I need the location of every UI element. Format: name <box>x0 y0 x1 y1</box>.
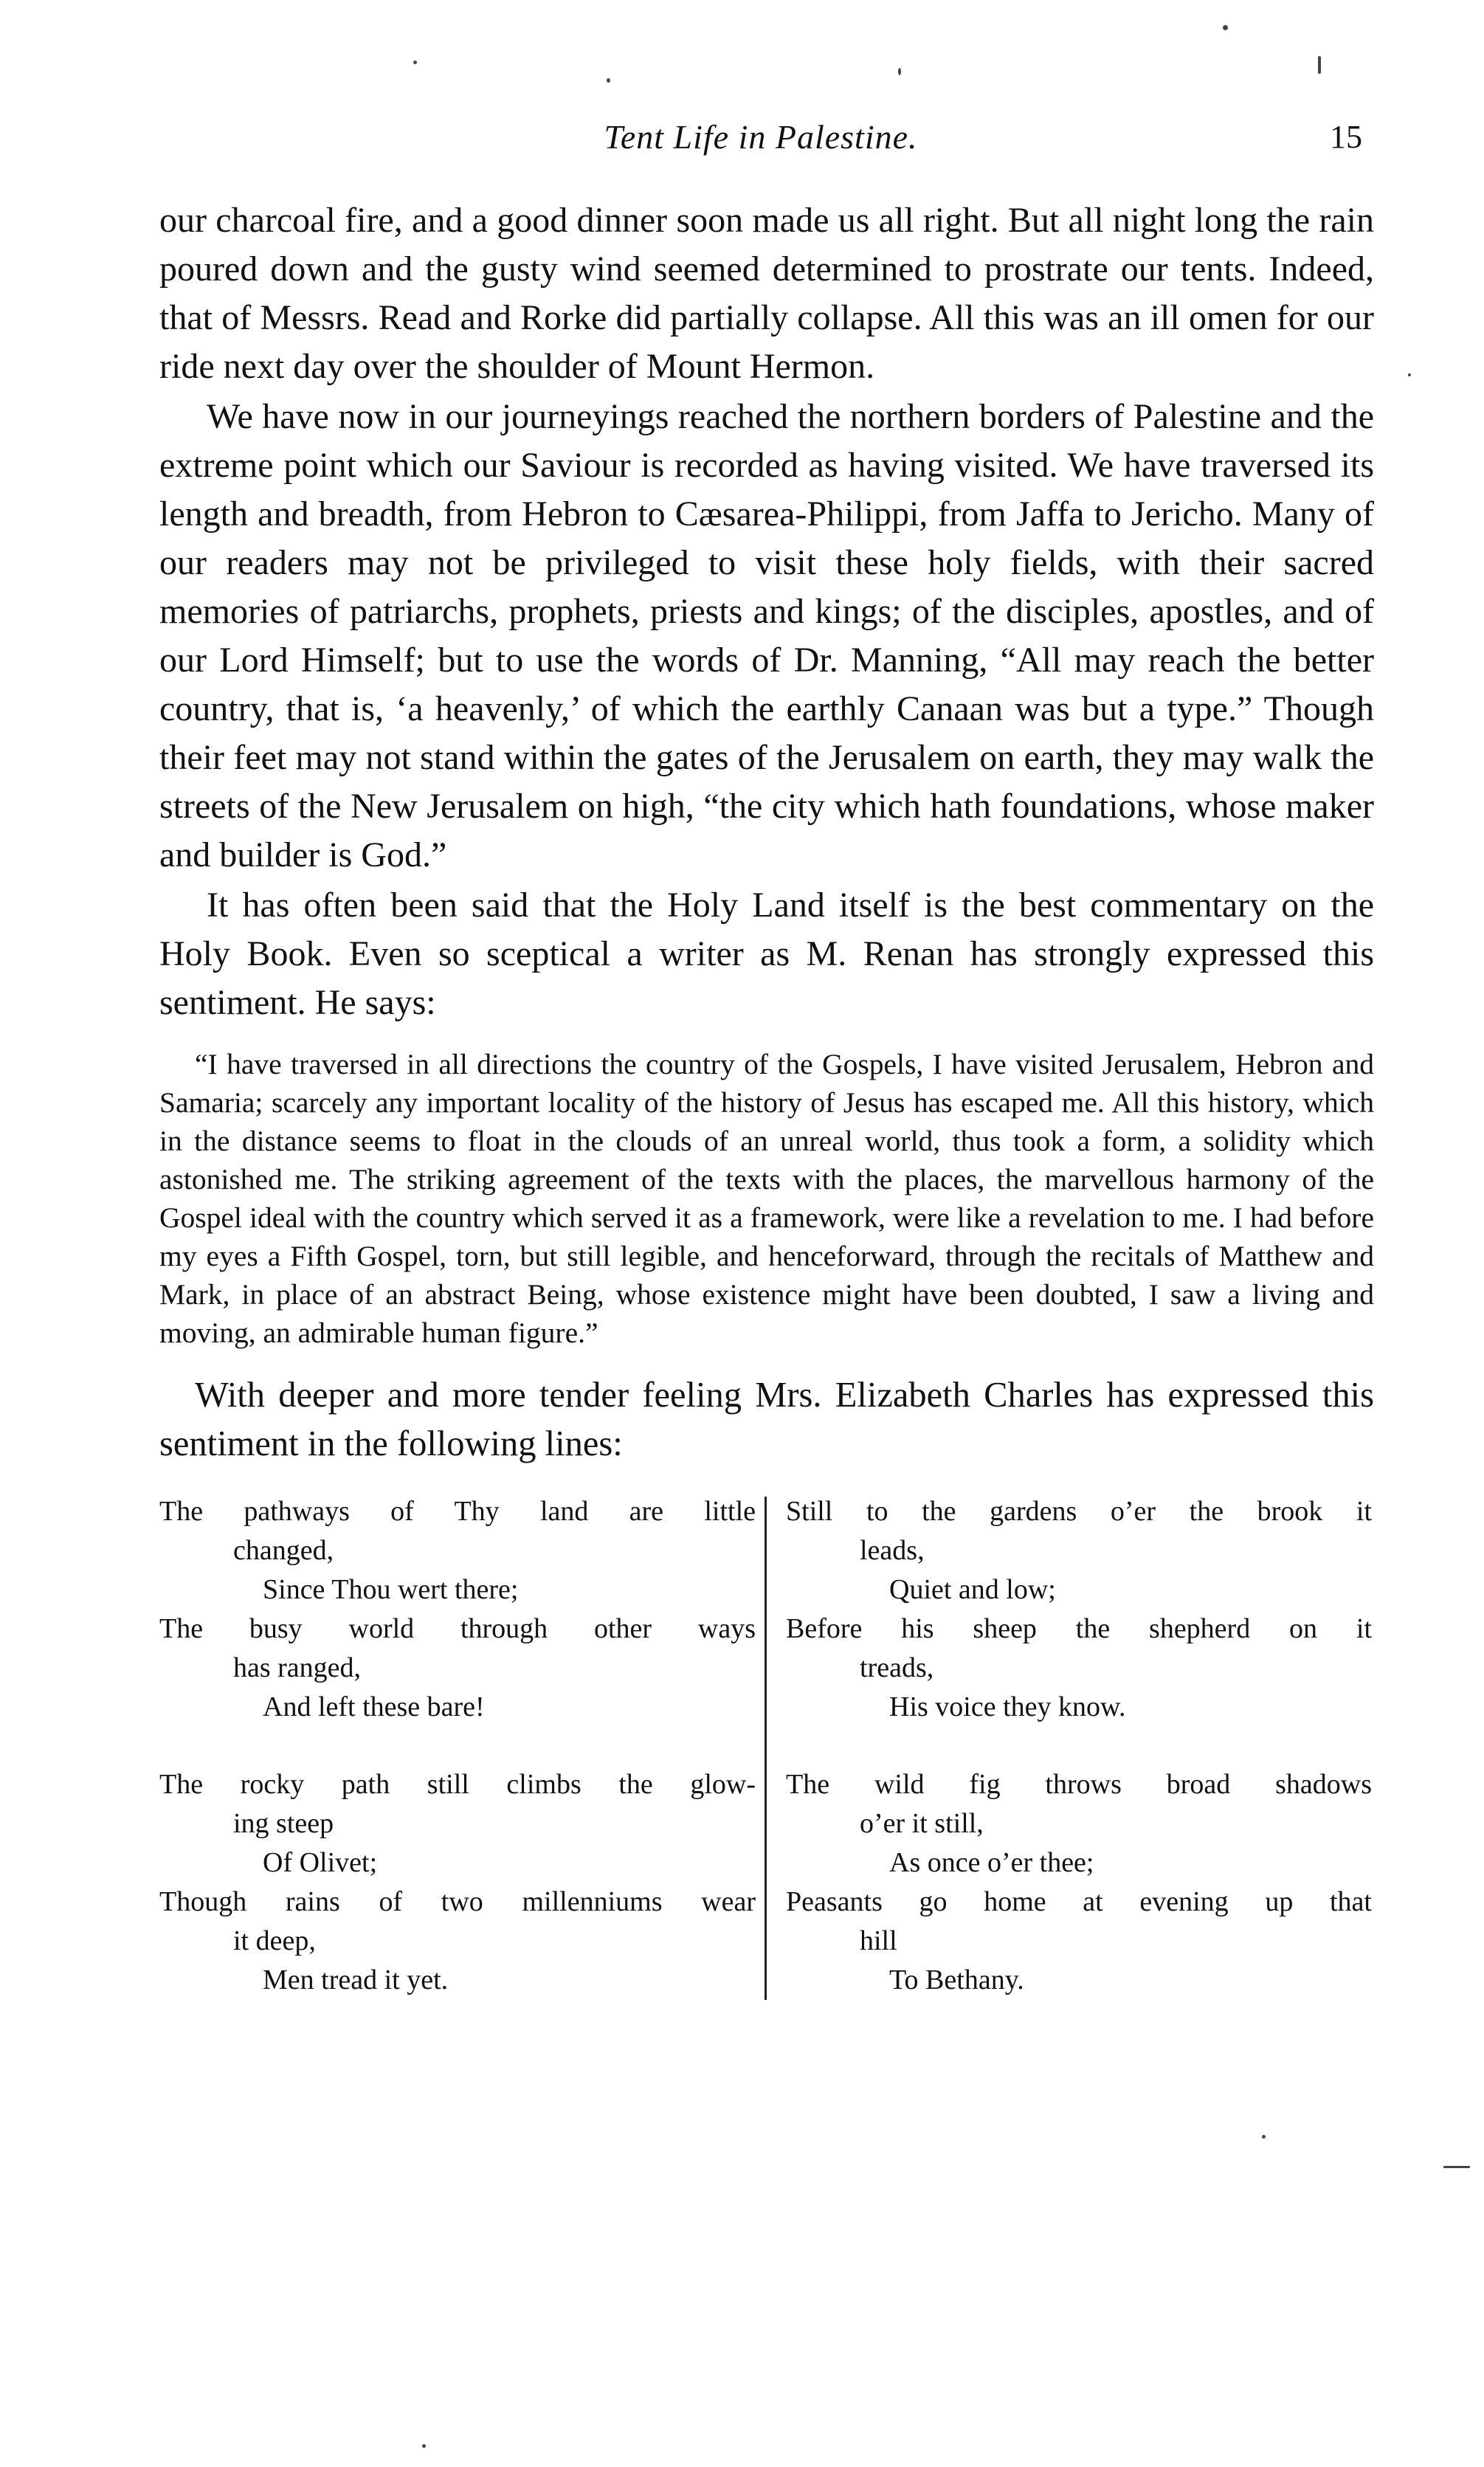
poem-right-column <box>767 1492 1372 2000</box>
poem-line: Since Thou wert there; <box>263 1574 519 1605</box>
poem-line: Still to the gardens o’er the brook it <box>786 1496 1372 1527</box>
poem-line: leads, <box>860 1535 925 1566</box>
scan-speck <box>1408 373 1411 376</box>
paragraph-continued: our charcoal fire, and a good dinner soon made us all right. But all night long the rain poured down and the gusty wind seemed determined to prostrate our tents. Indeed, that of Messrs. Read and Rorke did partially collapse. All this was an ill omen for our ride next day over the shoulder of Mount Hermon. <box>159 201 1374 386</box>
poem-stanza <box>159 1492 756 1727</box>
poem-line: Before his sheep the shepherd on it <box>786 1613 1372 1644</box>
poem-line: The busy world through other ways <box>159 1613 756 1644</box>
paragraph-holy-land-commentary: It has often been said that the Holy Land itself is the best commentary on the Holy Book. Even so sceptical a writer as M. Renan has strongly expressed this sentiment. He says: <box>159 886 1374 1022</box>
body-text <box>159 196 1374 2000</box>
poem-intro: With deeper and more tender feeling Mrs. Elizabeth Charles has expressed this sentiment in the following lines: <box>159 1376 1374 1463</box>
poem-line: And left these bare! <box>263 1691 485 1722</box>
page-number: 15 <box>1330 119 1362 155</box>
poem-line: Quiet and low; <box>889 1574 1056 1605</box>
poem-line: The rocky path still climbs the glow- <box>159 1769 756 1800</box>
scan-speck <box>422 2444 426 2448</box>
poem-line: To Bethany. <box>889 1964 1024 1995</box>
poem-line: The pathways of Thy land are little <box>159 1496 756 1527</box>
scan-speck <box>1318 56 1321 74</box>
scan-speck <box>1223 25 1228 30</box>
page-header <box>159 111 1362 164</box>
poem-line: As once o’er thee; <box>889 1847 1094 1878</box>
poem-line: The wild fig throws broad shadows <box>786 1769 1372 1800</box>
poem-stanza <box>159 1765 756 2000</box>
scan-speck <box>898 68 901 75</box>
poem-line: Men tread it yet. <box>263 1964 449 1995</box>
poem-line: hill <box>860 1925 897 1956</box>
scan-speck <box>1262 2135 1266 2139</box>
poem-left-column <box>159 1492 765 2000</box>
poem-line: Though rains of two millenniums wear <box>159 1886 756 1917</box>
poem <box>159 1492 1374 2000</box>
poem-line: treads, <box>860 1652 934 1683</box>
poem-line: has ranged, <box>233 1652 362 1683</box>
poem-line: His voice they know. <box>889 1691 1126 1722</box>
running-title: Tent Life in Palestine. <box>604 118 918 156</box>
poem-line: Peasants go home at evening up that <box>786 1886 1372 1917</box>
poem-line: Of Olivet; <box>263 1847 378 1878</box>
poem-line: ing steep <box>233 1808 334 1839</box>
poem-line: changed, <box>233 1535 334 1566</box>
poem-line: it deep, <box>233 1925 316 1956</box>
scan-speck <box>607 78 610 83</box>
poem-stanza <box>786 1492 1372 1727</box>
scan-speck <box>1443 2166 1470 2168</box>
poem-stanza <box>786 1765 1372 2000</box>
poem-line: o’er it still, <box>860 1808 984 1839</box>
scan-speck <box>413 61 417 64</box>
renan-quotation: “I have traversed in all directions the country of the Gospels, I have visited Jerusalem, Hebron and Samaria; scarcely any important locality of the history of Jesus has escaped me. All this history, which in the distance seems to float in the clouds of an unreal world, thus took a form, a solidity which astonished me. The striking agreement of the texts with the places, the marvellous harmony of the Gospel ideal with the country which served it as a framework, were like a revelation to me. I had before my eyes a Fifth Gospel, torn, but still legible, and henceforward, through the recitals of Matthew and Mark, in place of an abstract Being, whose existence might have been doubted, I saw a living and moving, an admirable human figure.” <box>159 1048 1374 1349</box>
paragraph-northern-borders: We have now in our journeyings reached the northern borders of Palestine and the extreme point which our Saviour is recorded as having visited. We have traversed its length and breadth, from Hebron to Cæsarea-Philippi, from Jaffa to Jericho. Many of our readers may not be privileged to visit these holy fields, with their sacred memories of patriarchs, prophets, priests and kings; of the disciples, apostles, and of our Lord Himself; but to use the words of Dr. Manning, “All may reach the better country, that is, ‘a heavenly,’ of which the earthly Canaan was but a type.” Though their feet may not stand within the gates of the Jerusalem on earth, they may walk the streets of the New Jerusalem on high, “the city which hath foundations, whose maker and builder is God.” <box>159 397 1374 874</box>
